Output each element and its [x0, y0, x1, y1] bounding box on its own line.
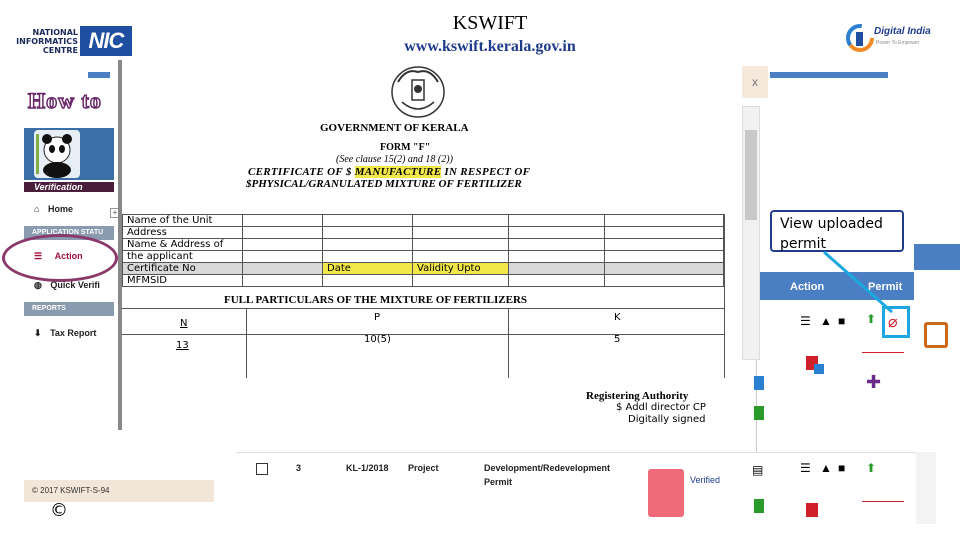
nic-logo-text: NATIONAL INFORMATICS CENTRE — [16, 28, 78, 55]
certificate-details-table — [122, 214, 724, 287]
certificate-title-line2: $PHYSICAL/GRANULATED MIXTURE OF FERTILIZER — [246, 178, 522, 190]
callout-arrow — [820, 248, 903, 318]
panda-logo — [34, 130, 80, 178]
additional-director: $ Addl director CP — [616, 402, 706, 413]
row-description: Development/Redevelopment — [484, 463, 611, 473]
file-icon[interactable] — [754, 499, 764, 513]
column-k: K — [614, 312, 621, 323]
sidebar-item-quick-verify[interactable] — [34, 280, 100, 291]
field-validity: Validity Upto — [413, 263, 509, 275]
puzzle-icon[interactable]: ✚ — [866, 372, 882, 392]
file-icon[interactable] — [754, 406, 764, 420]
row-checkbox[interactable] — [256, 463, 268, 475]
registering-authority: Registering Authority — [586, 390, 689, 402]
row-type: Project — [408, 463, 439, 473]
action-icon: ☰ — [34, 251, 43, 261]
page-title: KSWIFT — [452, 12, 528, 34]
view-permit-callout — [770, 210, 904, 252]
comment-icon[interactable]: ■ — [838, 314, 846, 328]
status-badge: Verified — [690, 475, 721, 485]
row-index: 3 — [296, 463, 302, 473]
download-icon: ⬇ — [34, 328, 42, 338]
title-highlight: MANUFACTURE — [354, 166, 442, 178]
verification-bar: Verification — [24, 182, 114, 192]
form-title: FORM "F" — [380, 142, 431, 153]
callout-line: permit — [780, 236, 827, 252]
field-mfmsid: MFMSID — [123, 275, 243, 287]
table-rule — [508, 308, 509, 378]
title-part: IN RESPECT OF — [441, 166, 531, 178]
pdf-icon[interactable] — [806, 503, 818, 517]
alert-icon[interactable]: ▲ — [820, 314, 832, 328]
certificate-title — [248, 166, 530, 178]
file-icon[interactable] — [754, 376, 764, 390]
title-part: CERTIFICATE OF $ — [248, 166, 355, 178]
table-rule — [122, 308, 724, 309]
full-particulars-heading: FULL PARTICULARS OF THE MIXTURE OF FERTILIZERS — [224, 294, 527, 306]
list-icon[interactable]: ☰ — [800, 314, 811, 328]
digital-india-tagline: Power To Empower — [876, 40, 920, 46]
scroll-edge — [916, 452, 936, 524]
expand-icon[interactable]: + — [110, 208, 120, 218]
callout-line: View uploaded — [780, 216, 883, 232]
digital-signature-note: Digitally signed — [628, 414, 706, 425]
value-n: 13 — [176, 340, 189, 351]
table-row — [236, 452, 936, 524]
sidebar-section-application-status: APPLICATION STATU — [24, 226, 114, 240]
upload-icon[interactable]: ⬆ — [866, 312, 877, 326]
highlight-box — [924, 322, 948, 348]
divider — [862, 352, 904, 353]
field-address: Address — [123, 227, 243, 239]
sidebar-item-label: Action — [54, 251, 83, 261]
table-rule — [122, 334, 724, 335]
field-applicant-line2: the applicant — [123, 251, 243, 263]
column-permit[interactable]: Permit — [868, 281, 903, 293]
field-unit: Name of the Unit — [123, 215, 243, 227]
copyright-symbol: © — [50, 500, 68, 521]
column-n: N — [180, 318, 188, 329]
value-p: 10(5) — [364, 334, 391, 345]
table-rule — [246, 308, 247, 378]
comment-icon[interactable]: ■ — [838, 461, 846, 475]
footer: © 2017 KSWIFT-S-94 — [24, 480, 214, 502]
message-icon[interactable] — [814, 364, 824, 374]
sidebar-item-label: Quick Verifi — [50, 280, 100, 290]
close-button[interactable]: x — [742, 66, 768, 98]
scrollbar-thumb[interactable] — [745, 130, 757, 220]
sidebar-section-reports: REPORTS — [24, 302, 114, 316]
digital-india-logo — [846, 18, 946, 58]
value-k: 5 — [614, 334, 621, 345]
globe-icon: ◍ — [34, 280, 42, 290]
print-icon[interactable]: ▤ — [752, 463, 764, 477]
field-date: Date — [323, 263, 413, 275]
sidebar-item-home[interactable] — [34, 204, 73, 214]
header-strip — [88, 72, 110, 78]
document-icon[interactable] — [648, 469, 684, 517]
column-p: P — [374, 312, 381, 323]
attachment-icon[interactable]: ⌀ — [888, 314, 898, 331]
column-action[interactable]: Action — [790, 281, 825, 293]
header-strip — [770, 72, 888, 78]
nic-logo: NIC — [80, 26, 132, 56]
government-heading: GOVERNMENT OF KERALA — [320, 122, 469, 134]
alert-icon[interactable]: ▲ — [820, 461, 832, 475]
field-applicant: Name & Address of — [123, 239, 243, 251]
sidebar-item-label: Tax Report — [50, 328, 97, 338]
divider — [862, 501, 904, 502]
kerala-emblem — [388, 62, 448, 120]
digital-india-text: Digital India — [874, 26, 931, 37]
home-icon: ⌂ — [34, 204, 40, 214]
site-url[interactable]: www.kswift.kerala.gov.in — [404, 38, 576, 55]
row-code: KL-1/2018 — [346, 463, 389, 473]
clause-reference: (See clause 15(2) and 18 (2)) — [336, 154, 453, 165]
row-description-line2: Permit — [484, 477, 513, 487]
sidebar-item-label: Home — [47, 204, 73, 214]
table-rule — [724, 214, 725, 378]
how-to-heading: How to — [28, 88, 102, 113]
upload-icon[interactable]: ⬆ — [866, 461, 877, 475]
sidebar-item-tax-report[interactable] — [34, 328, 96, 339]
table-header-partial — [914, 244, 960, 270]
list-icon[interactable]: ☰ — [800, 461, 811, 475]
highlight-oval — [2, 234, 118, 282]
field-certificate-no: Certificate No — [123, 263, 243, 275]
